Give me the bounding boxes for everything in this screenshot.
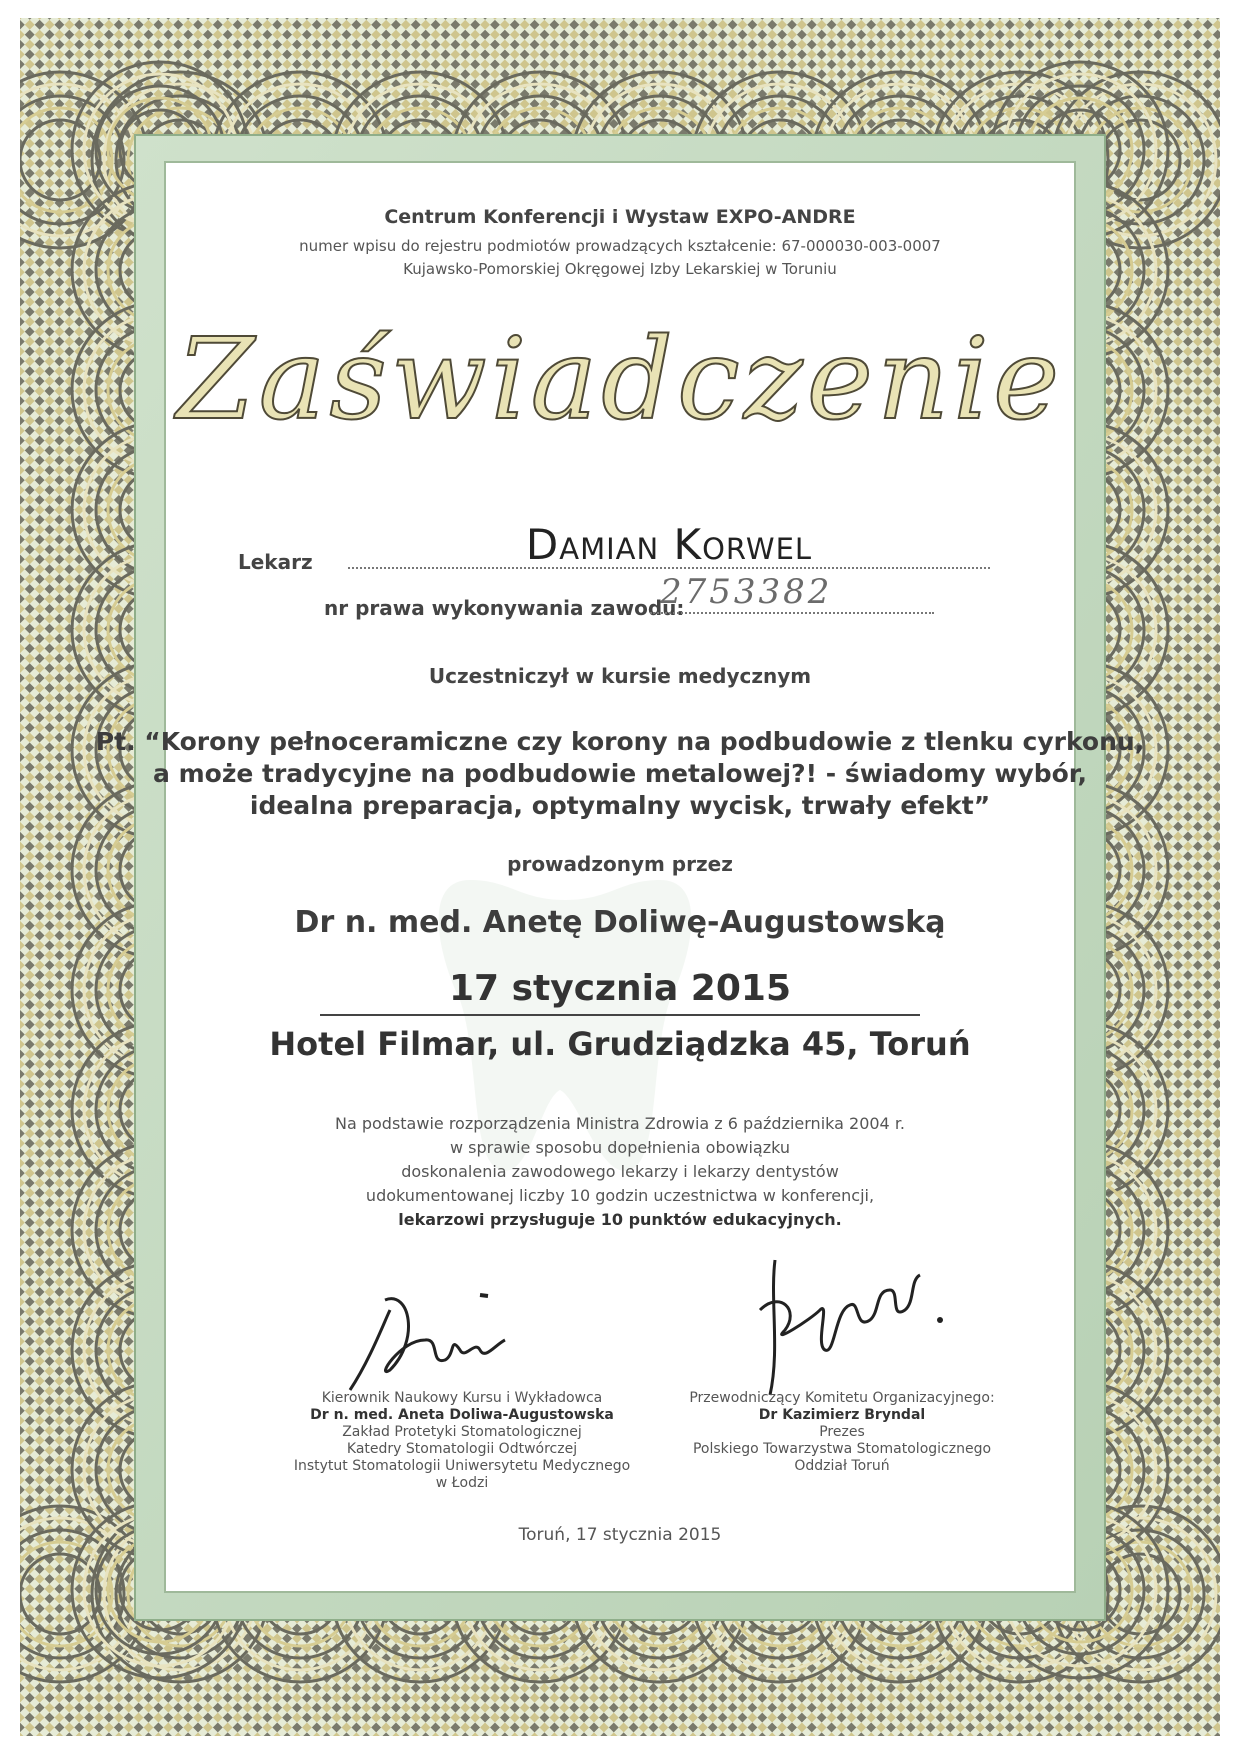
right-org: Polskiego Towarzystwa Stomatologicznego [692,1441,992,1457]
legal-line: udokumentowanej liczby 10 godzin uczestnictwa w konferencji, [365,1186,875,1205]
license-label: nr prawa wykonywania zawodu: [324,596,685,620]
left-dept: Katedry Stomatologii Odtwórczej [346,1441,578,1457]
left-dept: Instytut Stomatologii Uniwersytetu Medycznego [293,1458,631,1474]
medical-chamber: Kujawsko-Pomorskiej Okręgowej Izby Lekarskiej w Toruniu [403,260,837,278]
course-title-line: idealna preparacja, optymalny wycisk, trwały efekt” [249,791,991,820]
organizer-name: Centrum Konferencji i Wystaw EXPO-ANDRE [384,206,856,228]
certificate-title [0,290,1240,470]
legal-line: Na podstawie rozporządzenia Ministra Zdrowia z 6 października 2004 r. [334,1114,906,1133]
right-signatory-block [627,1390,1057,1475]
course-title-line: a może tradycyjne na podbudowie metalowej?! - świadomy wybór, [153,759,1087,788]
course-venue: Hotel Filmar, ul. Grudziądzka 45, Toruń [269,1025,971,1063]
right-signature-icon [740,1250,960,1400]
lecturer-name: Dr n. med. Anetę Doliwę-Augustowską [294,905,946,940]
right-title: Prezes [819,1424,865,1440]
registry-number: numer wpisu do rejestru podmiotów prowadzących kształcenie: 67-000030-003-0007 [299,237,941,255]
title-text: Zaświadczenie [176,315,1064,445]
legal-line: w sprawie sposobu dopełnienia obowiązku [449,1138,791,1157]
led-by-text: prowadzonym przez [507,852,733,876]
right-role: Przewodniczący Komitetu Organizacyjnego: [689,1390,995,1406]
legal-basis [0,1112,1240,1232]
recipient-name: Damian Korwel [525,520,813,569]
right-name: Dr Kazimierz Bryndal [758,1407,926,1423]
place-and-date: Toruń, 17 stycznia 2015 [518,1525,722,1545]
course-date: 17 stycznia 2015 [448,968,792,1009]
license-dotted-line [650,612,934,614]
left-signature-icon [330,1280,530,1400]
left-name: Dr n. med. Aneta Doliwa-Augustowska [310,1407,614,1423]
left-dept: Zakład Protetyki Stomatologicznej [342,1424,582,1440]
left-signatory-block [247,1390,677,1492]
right-org: Oddział Toruń [794,1458,890,1474]
course-title-line: Pt. “Korony pełnoceramiczne czy korony na podbudowie z tlenku cyrkonu, [95,727,1145,756]
points-statement: lekarzowi przysługuje 10 punktów edukacyjnych. [398,1210,842,1229]
course-title [0,726,1240,822]
license-number: 2753382 [660,572,833,612]
left-city: w Łodzi [435,1475,489,1491]
date-underline [320,1014,920,1016]
left-role: Kierownik Naukowy Kursu i Wykładowca [321,1390,603,1406]
doctor-label: Lekarz [238,550,313,574]
participation-text: Uczestniczył w kursie medycznym [428,664,812,688]
legal-line: doskonalenia zawodowego lekarzy i lekarzy dentystów [401,1162,839,1181]
